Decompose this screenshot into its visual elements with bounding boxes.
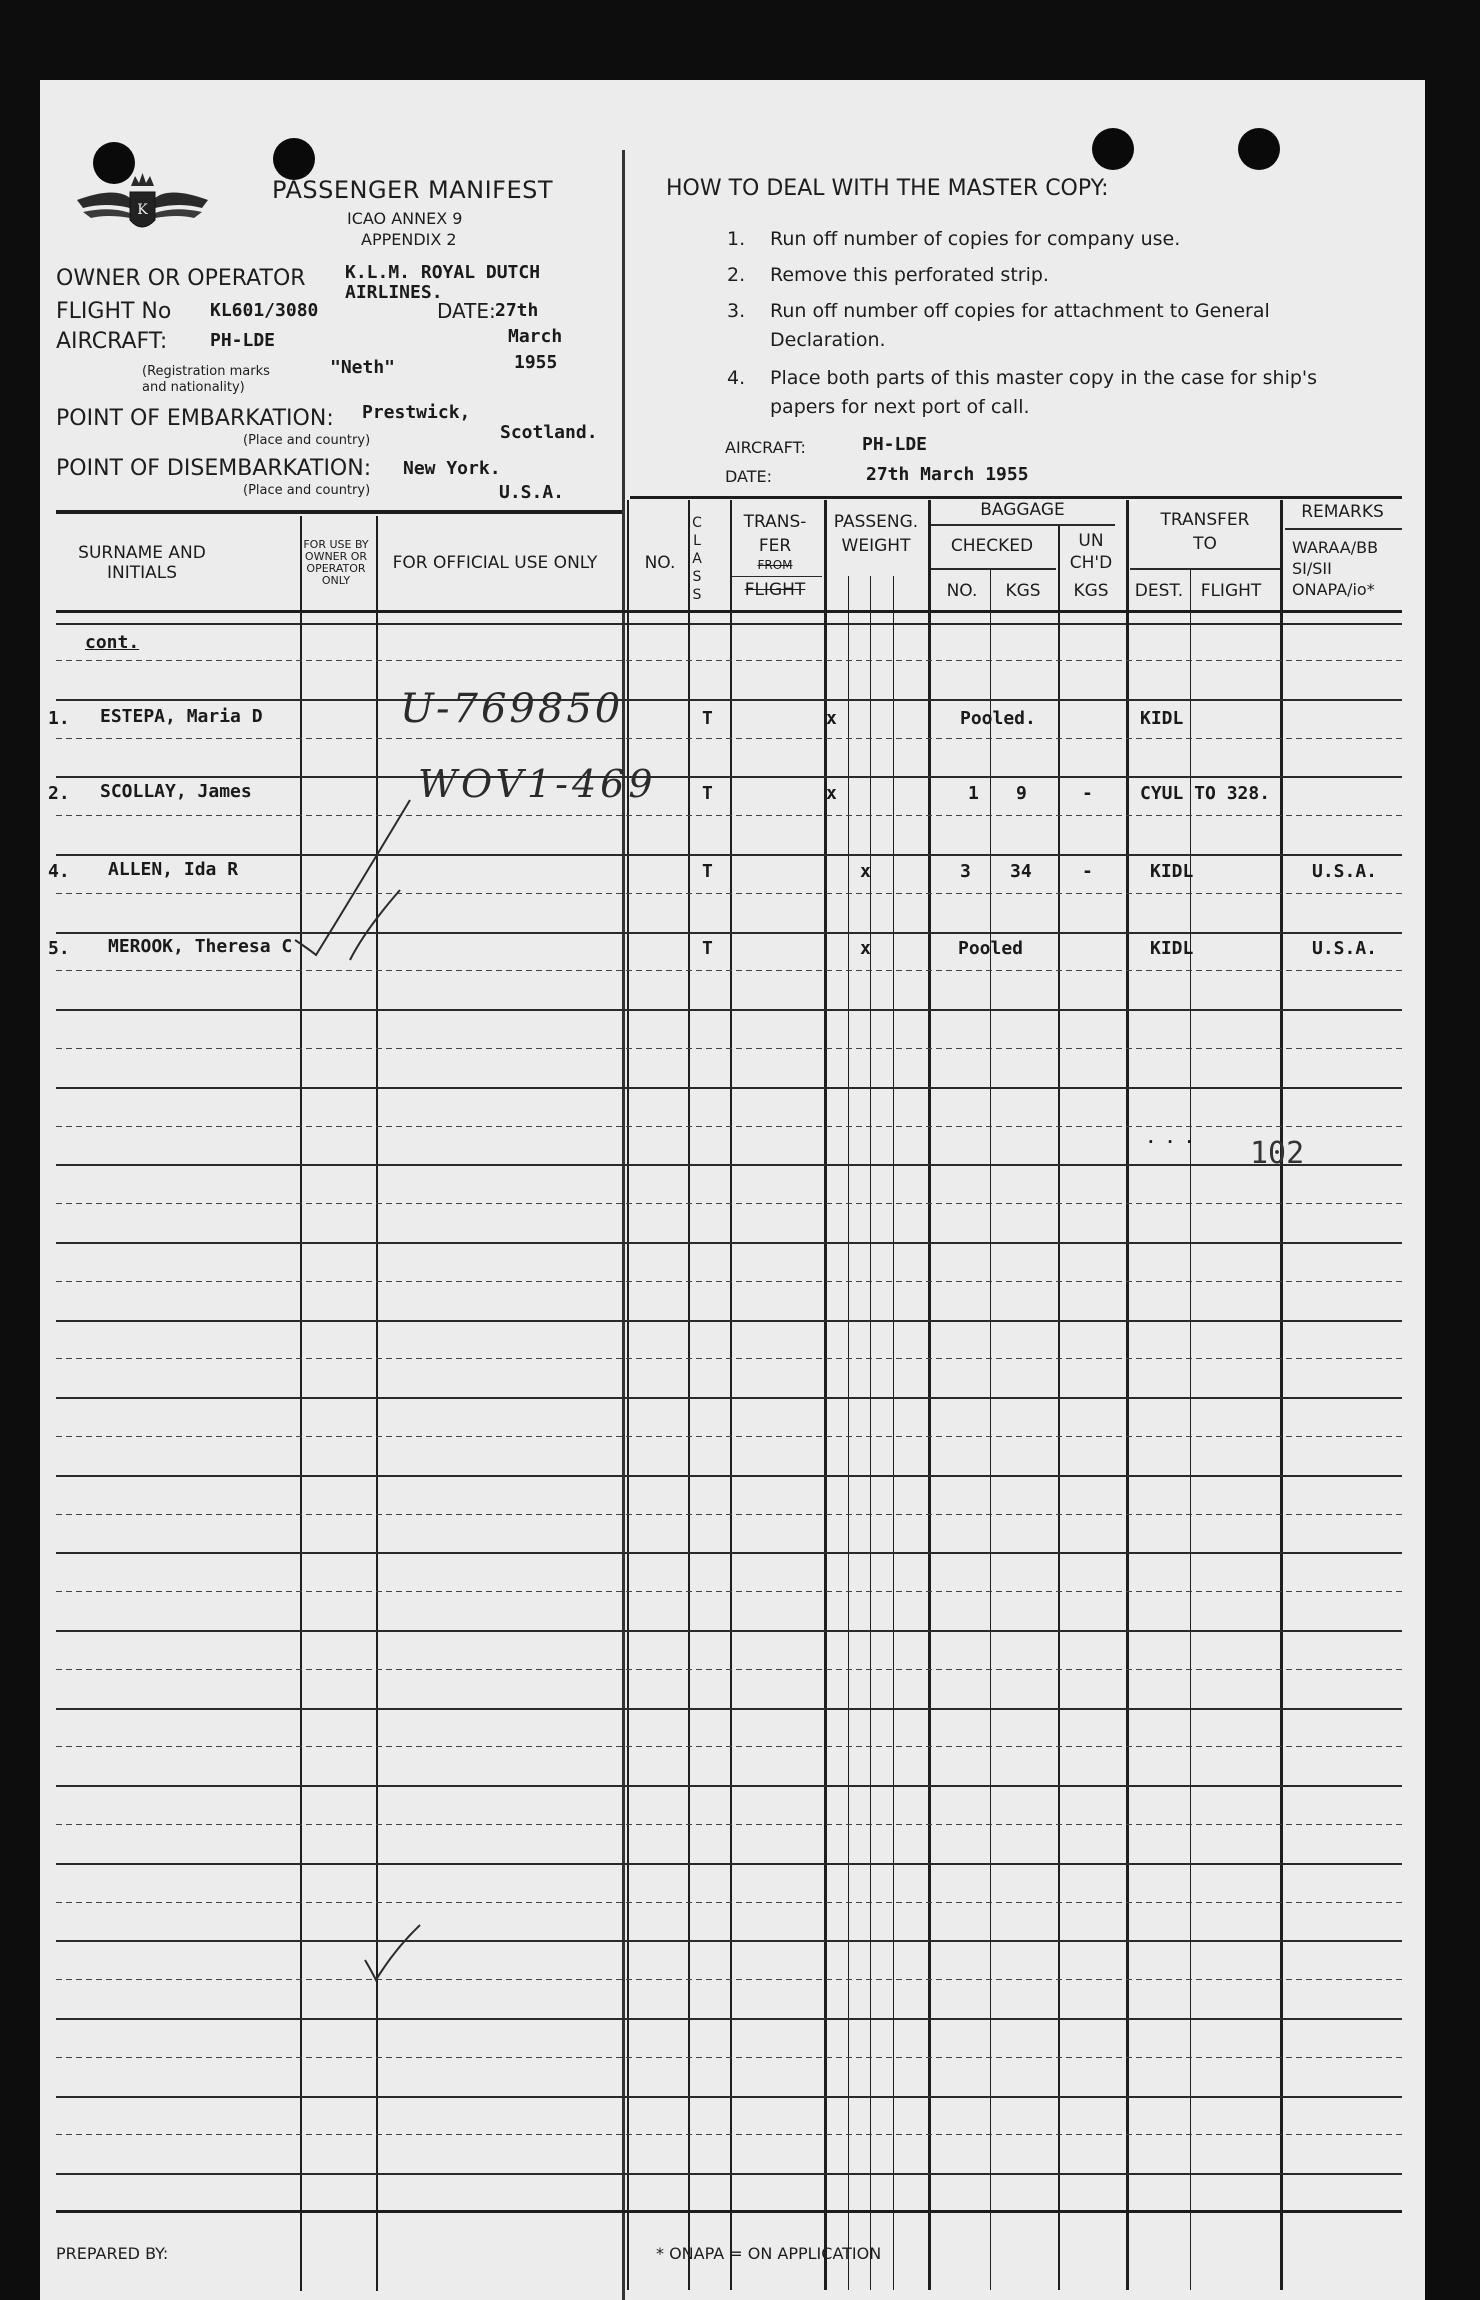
disembarkation-label: POINT OF DISEMBARKATION: bbox=[56, 456, 372, 481]
col-transfer-from-4: FLIGHT bbox=[744, 580, 806, 600]
col-bag-no: NO. bbox=[946, 581, 978, 601]
row-rule bbox=[56, 1320, 1402, 1322]
row-rule bbox=[56, 1242, 1402, 1244]
row-rule bbox=[56, 738, 1402, 739]
transfer-from-sub-rule bbox=[730, 576, 822, 577]
nationality-value: "Neth" bbox=[330, 357, 396, 378]
row-rule bbox=[56, 1669, 1402, 1670]
col-line-transfer-right bbox=[824, 500, 827, 2290]
weight-mark: x bbox=[860, 861, 871, 882]
row-rule bbox=[56, 932, 1402, 934]
row-rule bbox=[56, 1358, 1402, 1359]
row-rule bbox=[56, 970, 1402, 971]
bottom-rule bbox=[56, 2210, 1402, 2213]
col-line-class-right bbox=[730, 500, 732, 2290]
row-rule bbox=[56, 1824, 1402, 1825]
weight-mark: x bbox=[860, 938, 871, 959]
instructions-title: HOW TO DEAL WITH THE MASTER COPY: bbox=[666, 176, 1109, 201]
col-passeng-weight-1: PASSENG. bbox=[833, 512, 919, 532]
col-transfer-to-1: TRANSFER bbox=[1160, 510, 1250, 530]
col-remarks: REMARKS bbox=[1301, 502, 1384, 522]
punch-hole bbox=[273, 138, 315, 180]
transfer-dest: KIDL bbox=[1150, 938, 1194, 959]
row-rule bbox=[56, 1863, 1402, 1865]
row-rule bbox=[56, 1009, 1402, 1011]
row-rule bbox=[56, 854, 1402, 856]
row-rule bbox=[56, 660, 1402, 661]
row-rule bbox=[56, 1708, 1402, 1710]
passenger-number: 4. bbox=[48, 861, 70, 882]
col-remarks-3: ONAPA/io* bbox=[1292, 580, 1375, 599]
disembarkation-note: (Place and country) bbox=[243, 483, 371, 498]
transfer-dest: KIDL bbox=[1140, 708, 1184, 729]
unchecked-kgs: - bbox=[1082, 861, 1093, 882]
row-rule bbox=[56, 1087, 1402, 1089]
aircraft-label: AIRCRAFT: bbox=[56, 329, 168, 354]
embarkation-value: Prestwick, bbox=[362, 402, 471, 423]
col-transfer-from-3: FROM bbox=[757, 558, 793, 572]
col-dest: DEST. bbox=[1134, 581, 1184, 601]
row-rule bbox=[56, 1281, 1402, 1282]
owner-value-cont: AIRLINES. bbox=[345, 282, 443, 303]
onapa-footnote: * ONAPA = ON APPLICATION bbox=[656, 2244, 882, 2263]
row-rule bbox=[56, 815, 1402, 816]
transfer-dest: KIDL bbox=[1150, 861, 1194, 882]
instruction-3-text-cont: Declaration. bbox=[770, 329, 886, 351]
row-rule bbox=[56, 1164, 1402, 1166]
baggage-kgs: 9 bbox=[1016, 783, 1027, 804]
date-value-year: 1955 bbox=[514, 352, 558, 373]
col-passeng-weight-2: WEIGHT bbox=[841, 536, 911, 556]
passenger-name: MEROOK, Theresa C bbox=[108, 936, 293, 957]
col-checked: CHECKED bbox=[950, 536, 1034, 556]
passenger-number: 2. bbox=[48, 783, 70, 804]
punch-hole bbox=[1092, 128, 1134, 170]
passenger-class: T bbox=[702, 861, 713, 882]
col-flight: FLIGHT bbox=[1200, 581, 1262, 601]
row-rule bbox=[56, 1048, 1402, 1049]
klm-crown-wings-logo bbox=[75, 168, 210, 238]
col-bag-kgs: KGS bbox=[1005, 581, 1041, 601]
col-for-use: FOR USE BY OWNER OR OPERATOR ONLY bbox=[303, 538, 369, 587]
instr-date-label: DATE: bbox=[725, 467, 773, 486]
cont-row-rule bbox=[56, 623, 1402, 625]
row-rule bbox=[56, 1203, 1402, 1204]
appendix: APPENDIX 2 bbox=[361, 230, 457, 249]
weight-mark: x bbox=[826, 708, 837, 729]
passenger-name: ESTEPA, Maria D bbox=[100, 706, 263, 727]
instruction-2-text: Remove this perforated strip. bbox=[770, 264, 1049, 286]
punch-hole bbox=[1238, 128, 1280, 170]
column-header-bottom-rule bbox=[56, 610, 1402, 613]
col-unchd-1: UN bbox=[1078, 531, 1104, 551]
col-remarks-1: WARAA/BB bbox=[1292, 538, 1379, 557]
header-rule-left bbox=[56, 510, 622, 514]
col-line-transfer-to-right bbox=[1280, 500, 1283, 2290]
row-rule bbox=[56, 1475, 1402, 1477]
instruction-3-num: 3. bbox=[727, 300, 746, 322]
page-number: 102 bbox=[1250, 1136, 1305, 1171]
instruction-4-text: Place both parts of this master copy in the case for ship's bbox=[770, 367, 1318, 389]
icao-annex: ICAO ANNEX 9 bbox=[347, 209, 463, 228]
col-line-class-left bbox=[688, 500, 690, 2290]
date-value-month: March bbox=[508, 326, 563, 347]
col-line-weight-b bbox=[870, 576, 871, 2290]
col-line-weight-c bbox=[893, 576, 894, 2290]
col-no: NO. bbox=[644, 553, 676, 573]
row-rule bbox=[56, 1785, 1402, 1787]
cont-label: cont. bbox=[85, 632, 140, 653]
instr-date-value: 27th March 1955 bbox=[866, 464, 1029, 485]
col-transfer-to-2: TO bbox=[1193, 534, 1217, 554]
instruction-2-num: 2. bbox=[727, 264, 746, 286]
remarks-sub-rule bbox=[1285, 528, 1402, 530]
embarkation-country: Scotland. bbox=[500, 422, 598, 443]
row-rule bbox=[56, 2134, 1402, 2135]
col-line-baggage-right bbox=[1126, 500, 1129, 2290]
col-unchd-kgs: KGS bbox=[1073, 581, 1109, 601]
embarkation-note: (Place and country) bbox=[243, 433, 371, 448]
instruction-1-text: Run off number of copies for company use. bbox=[770, 228, 1181, 250]
owner-value: K.L.M. ROYAL DUTCH bbox=[345, 262, 541, 283]
row-rule bbox=[56, 1940, 1402, 1942]
row-rule bbox=[56, 2018, 1402, 2020]
svg-text:K: K bbox=[137, 202, 148, 218]
registration-note-2: and nationality) bbox=[142, 380, 245, 395]
col-transfer-from-2: FER bbox=[758, 536, 792, 556]
passenger-class: T bbox=[702, 938, 713, 959]
passenger-name: SCOLLAY, James bbox=[100, 781, 252, 802]
row-rule bbox=[56, 1552, 1402, 1554]
date-value-day: 27th bbox=[495, 300, 539, 321]
instr-aircraft-value: PH-LDE bbox=[862, 434, 928, 455]
owner-label: OWNER OR OPERATOR bbox=[56, 266, 306, 291]
date-label: DATE: bbox=[437, 299, 496, 323]
col-line-weight-a bbox=[848, 576, 849, 2290]
col-line-bag-no-right bbox=[990, 570, 991, 2290]
col-class: CLASS bbox=[692, 515, 702, 603]
checked-sub-rule bbox=[930, 568, 1056, 570]
weight-mark: x bbox=[826, 783, 837, 804]
row-rule bbox=[56, 2057, 1402, 2058]
passenger-name: ALLEN, Ida R bbox=[108, 859, 239, 880]
stamp-dots: . . . bbox=[1146, 1128, 1195, 1147]
transfer-to-sub-rule bbox=[1130, 568, 1280, 570]
row-rule bbox=[56, 776, 1402, 778]
col-remarks-2: SI/SII bbox=[1292, 559, 1332, 578]
instruction-4-text-cont: papers for next port of call. bbox=[770, 396, 1030, 418]
remarks-value: U.S.A. bbox=[1312, 861, 1378, 882]
flight-label: FLIGHT No bbox=[56, 299, 172, 324]
form-title: PASSENGER MANIFEST bbox=[272, 176, 554, 204]
col-line-checked-right bbox=[1058, 526, 1060, 2290]
row-rule bbox=[56, 1746, 1402, 1747]
row-rule bbox=[56, 1436, 1402, 1437]
col-line-dest-right bbox=[1190, 570, 1191, 2290]
disembarkation-country: U.S.A. bbox=[499, 482, 565, 503]
prepared-by-label: PREPARED BY: bbox=[56, 2244, 169, 2263]
row-rule bbox=[56, 1397, 1402, 1399]
baggage-pooled: Pooled bbox=[958, 938, 1024, 959]
row-rule bbox=[56, 2096, 1402, 2098]
checkmark-handwritten bbox=[360, 1920, 430, 1990]
perforation-divider bbox=[622, 150, 625, 2300]
col-official: FOR OFFICIAL USE ONLY bbox=[392, 553, 598, 573]
row-rule bbox=[56, 893, 1402, 894]
instruction-4-num: 4. bbox=[727, 367, 746, 389]
remarks-value: U.S.A. bbox=[1312, 938, 1378, 959]
col-baggage: BAGGAGE bbox=[980, 500, 1065, 520]
row-rule bbox=[56, 1514, 1402, 1515]
row-rule bbox=[56, 2173, 1402, 2175]
instruction-3-text: Run off number off copies for attachment to General bbox=[770, 300, 1270, 322]
row-rule bbox=[56, 1126, 1402, 1127]
row-rule bbox=[56, 1630, 1402, 1632]
row-rule bbox=[56, 699, 1402, 701]
baggage-pooled: Pooled. bbox=[960, 708, 1036, 729]
col-transfer-from-1: TRANS- bbox=[743, 512, 807, 532]
disembarkation-value: New York. bbox=[403, 458, 501, 479]
flight-value: KL601/3080 bbox=[210, 300, 319, 321]
transfer-dest: CYUL TO 328. bbox=[1140, 783, 1271, 804]
instr-aircraft-label: AIRCRAFT: bbox=[725, 438, 806, 457]
checkmark-handwritten bbox=[290, 780, 440, 970]
instruction-1-num: 1. bbox=[727, 228, 746, 250]
passenger-class: T bbox=[702, 783, 713, 804]
baggage-count: 3 bbox=[960, 861, 971, 882]
embarkation-label: POINT OF EMBARKATION: bbox=[56, 406, 334, 431]
baggage-sub-rule bbox=[930, 524, 1115, 526]
unchecked-kgs: - bbox=[1082, 783, 1093, 804]
official-number-handwritten: WOV1-469 bbox=[418, 762, 657, 806]
col-line-weight-right bbox=[928, 500, 931, 2290]
baggage-count: 1 bbox=[968, 783, 979, 804]
row-rule bbox=[56, 1979, 1402, 1980]
baggage-kgs: 34 bbox=[1010, 861, 1032, 882]
row-rule bbox=[56, 1591, 1402, 1592]
col-unchd-2: CH'D bbox=[1069, 553, 1113, 573]
passenger-class: T bbox=[702, 708, 713, 729]
official-number-handwritten: U-769850 bbox=[400, 686, 624, 732]
aircraft-value: PH-LDE bbox=[210, 330, 276, 351]
row-rule bbox=[56, 1902, 1402, 1903]
manifest-sheet bbox=[40, 80, 1425, 2300]
passenger-number: 5. bbox=[48, 938, 70, 959]
registration-note: (Registration marks bbox=[142, 364, 270, 379]
passenger-number: 1. bbox=[48, 708, 70, 729]
col-surname: SURNAME AND INITIALS bbox=[78, 543, 206, 583]
